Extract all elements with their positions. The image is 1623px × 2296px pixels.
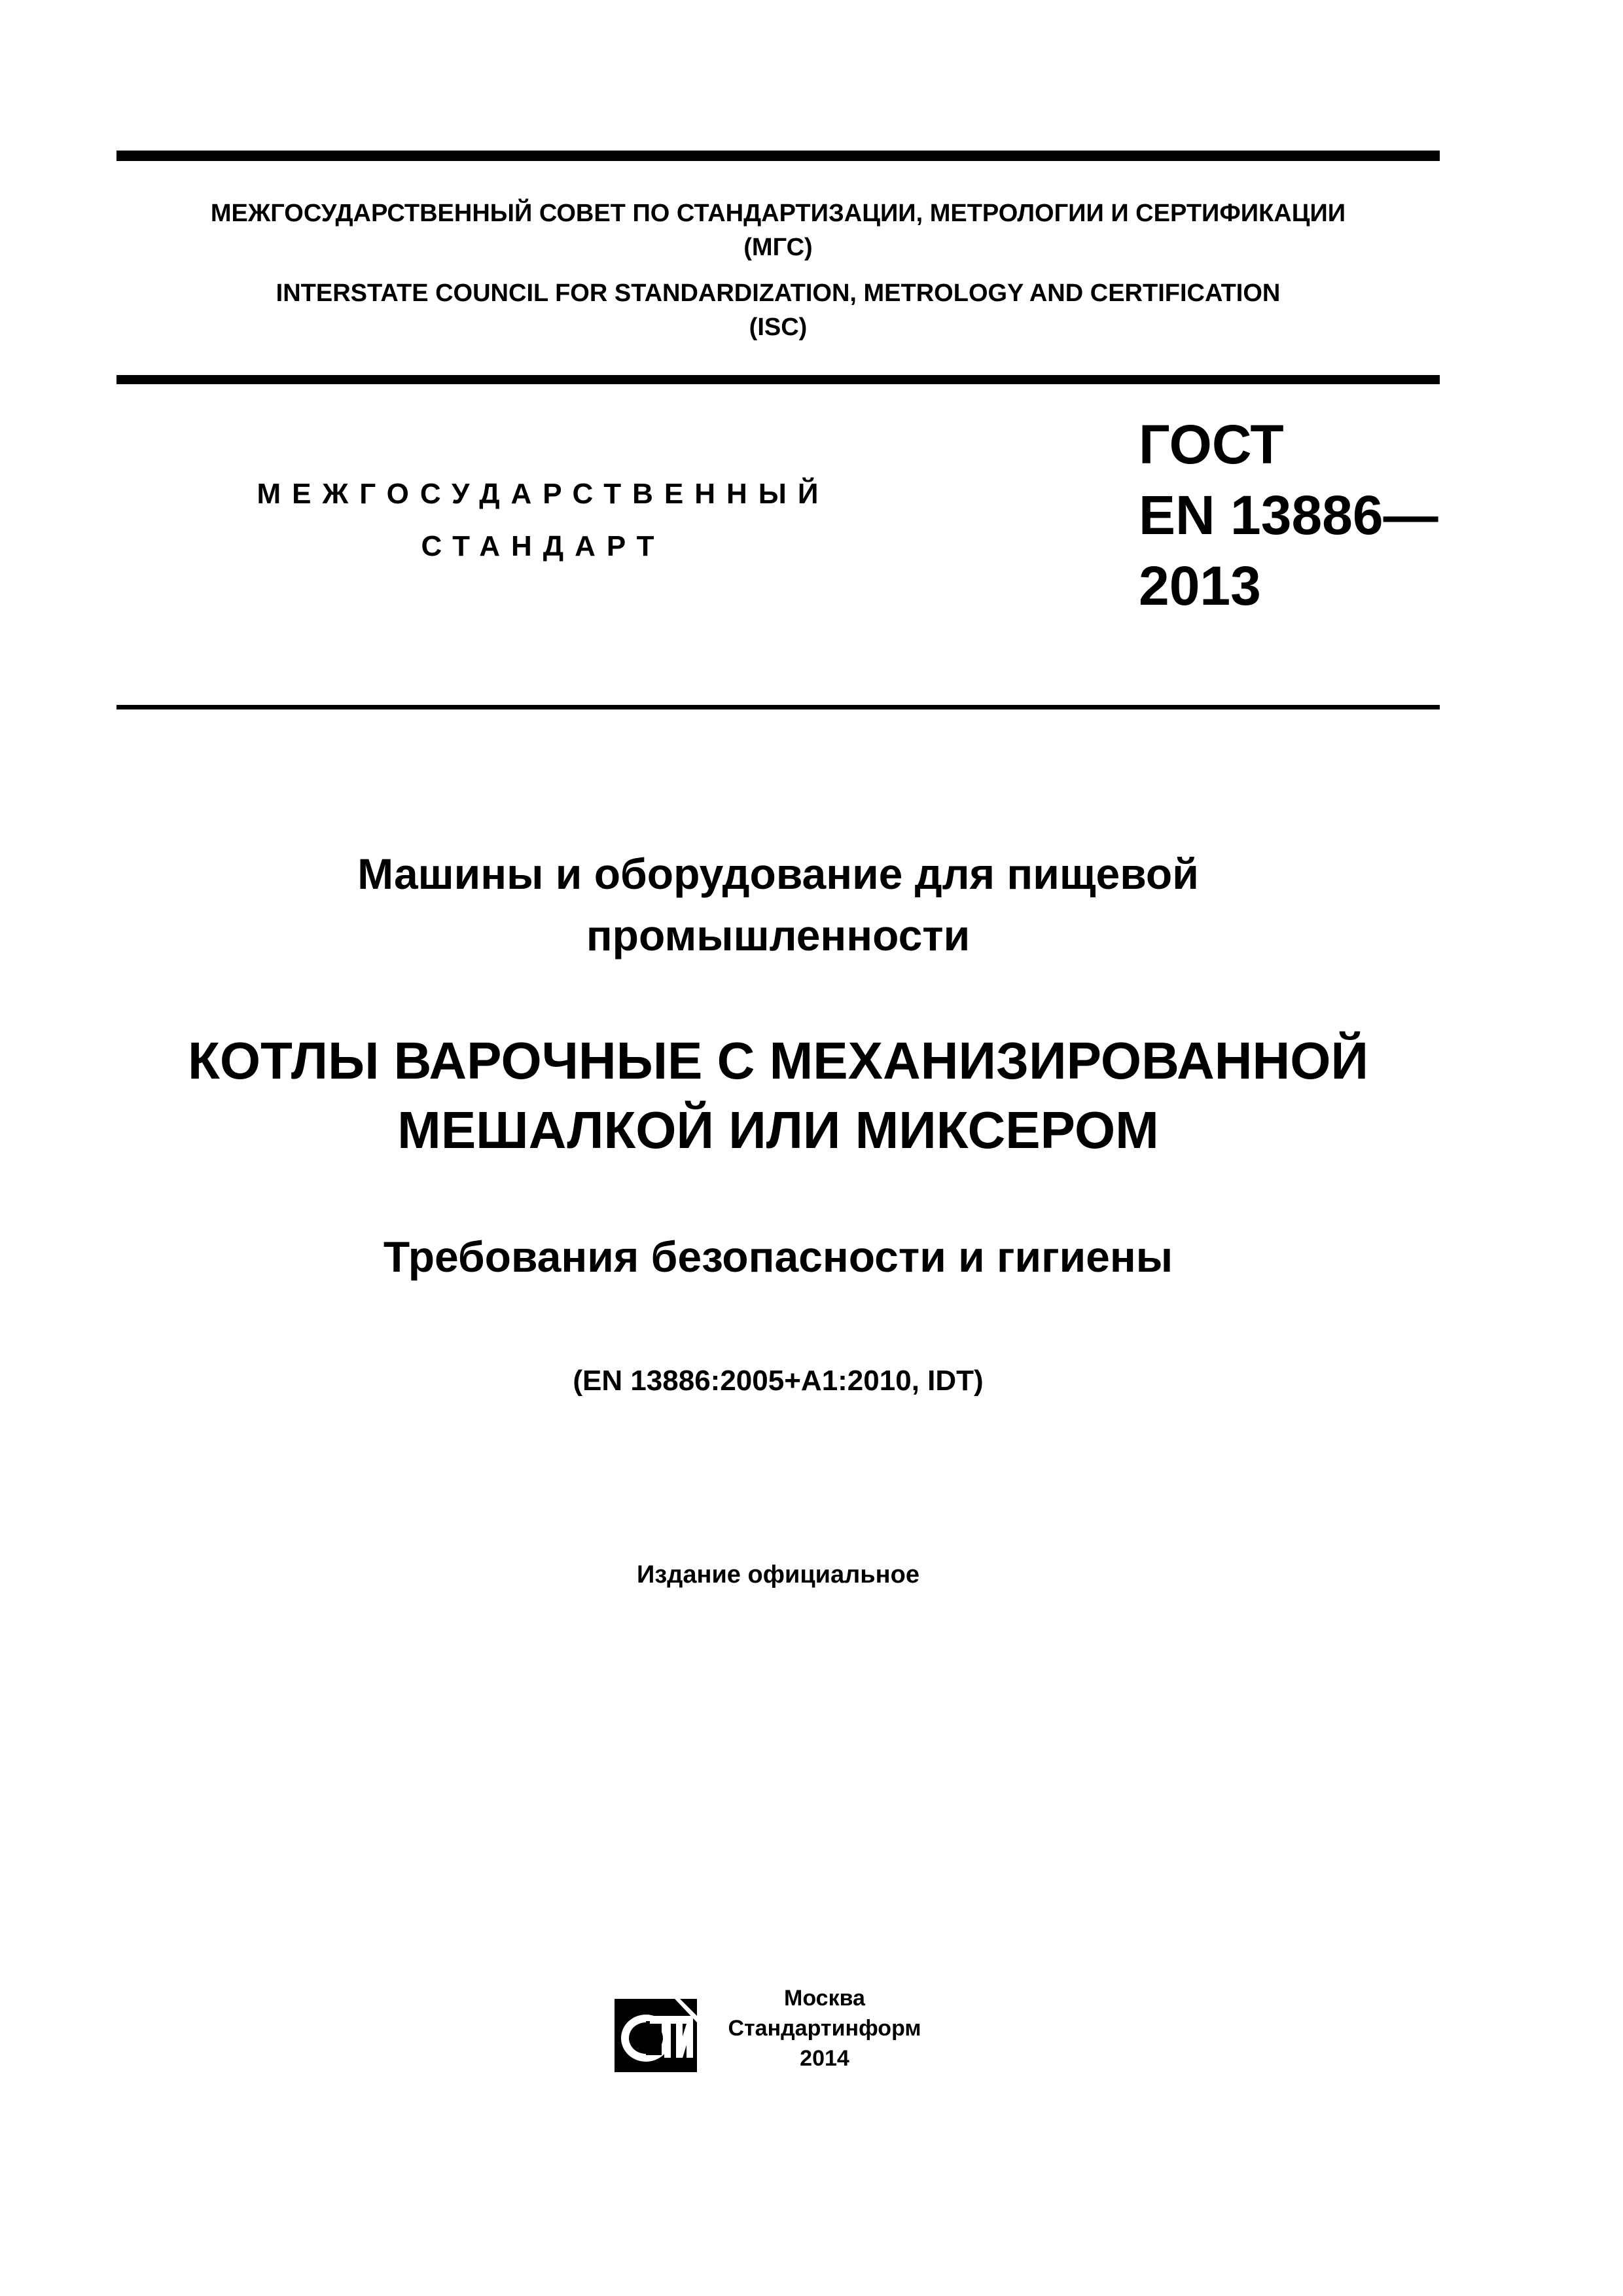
designation-line1: ГОСТ xyxy=(1139,414,1284,475)
second-thick-rule xyxy=(116,375,1440,384)
council-abbr-ru: (МГС) xyxy=(743,234,813,261)
title-sub-text: Требования безопасности и гигиены xyxy=(383,1232,1173,1281)
standard-type xyxy=(216,468,870,573)
third-rule xyxy=(116,705,1440,709)
publisher-name: Стандартинформ xyxy=(728,2016,921,2041)
publisher-year: 2014 xyxy=(800,2046,849,2071)
edition-note xyxy=(116,1558,1440,1592)
council-name-en: INTERSTATE COUNCIL FOR STANDARDIZATION, METROLOGY AND CERTIFICATION xyxy=(276,279,1281,307)
title-group-line1: Машины и оборудование для пищевой xyxy=(357,850,1199,898)
standard-type-line2: СТАНДАРТ xyxy=(421,530,666,562)
title-main-line1: КОТЛЫ ВАРОЧНЫЕ С МЕХАНИЗИРОВАННОЙ xyxy=(188,1031,1368,1090)
title-reference xyxy=(116,1361,1440,1401)
stinform-logo-icon xyxy=(612,1996,704,2078)
title-main xyxy=(116,1026,1440,1165)
top-thick-rule xyxy=(116,151,1440,161)
standard-designation xyxy=(1139,409,1438,621)
title-sub xyxy=(116,1227,1440,1286)
council-header xyxy=(116,196,1440,344)
publisher-block xyxy=(720,1983,929,2073)
title-reference-text: (EN 13886:2005+A1:2010, IDT) xyxy=(573,1365,984,1397)
council-abbr-en: (ISC) xyxy=(749,314,808,341)
designation-line3: 2013 xyxy=(1139,555,1261,617)
title-group xyxy=(116,843,1440,966)
standard-type-line1: МЕЖГОСУДАРСТВЕННЫЙ xyxy=(257,478,830,510)
title-main-line2: МЕШАЛКОЙ ИЛИ МИКСЕРОМ xyxy=(397,1101,1159,1159)
council-name-ru: МЕЖГОСУДАРСТВЕННЫЙ СОВЕТ ПО СТАНДАРТИЗАЦИИ, МЕТРОЛОГИИ И СЕРТИФИКАЦИИ xyxy=(210,200,1346,227)
edition-text: Издание официальное xyxy=(637,1561,919,1588)
title-group-line2: промышленности xyxy=(586,911,971,960)
designation-line2: EN 13886— xyxy=(1139,484,1438,546)
publisher-city: Москва xyxy=(784,1986,865,2011)
